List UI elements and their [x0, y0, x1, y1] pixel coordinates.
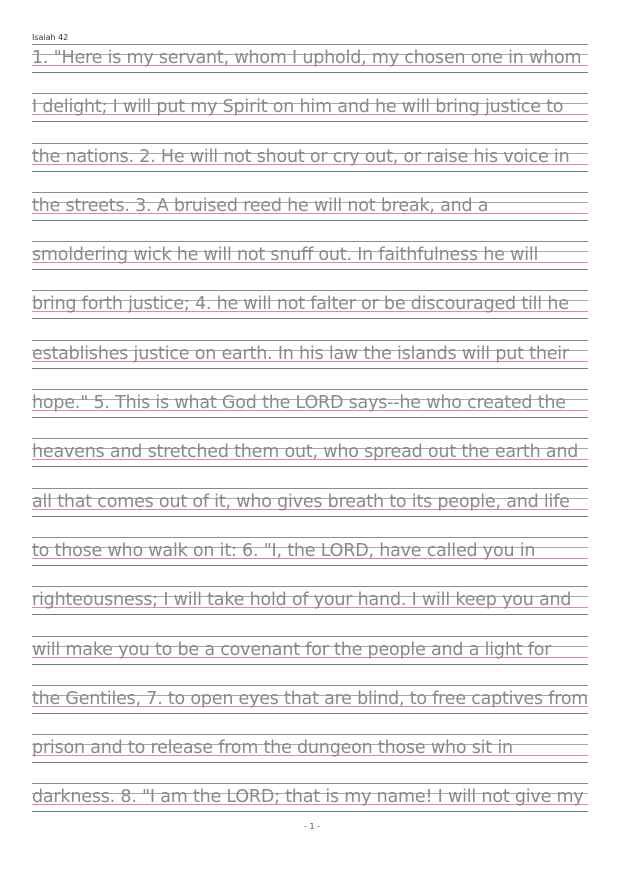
practice-row — [32, 43, 588, 92]
practice-row — [32, 635, 588, 684]
trace-text-line: hope." 5. This is what God the LORD says--he who created the — [32, 393, 566, 414]
practice-row — [32, 487, 588, 536]
practice-row — [32, 289, 588, 338]
trace-text-line: heavens and stretched them out, who spread out the earth and — [32, 442, 579, 463]
practice-row — [32, 339, 588, 388]
trace-text-line: to those who walk on it: 6. "I, the LORD, have called you in — [32, 540, 536, 561]
trace-text-line: righteousness; I will take hold of your hand. I will keep you and — [32, 590, 572, 611]
trace-text-line: the nations. 2. He will not shout or cry out, or raise his voice in — [32, 146, 570, 167]
handwriting-practice-sheet — [32, 43, 588, 832]
trace-text-line: I delight; I will put my Spirit on him and he will bring justice to — [32, 97, 564, 118]
practice-row — [32, 142, 588, 191]
practice-row — [32, 733, 588, 782]
practice-row — [32, 240, 588, 289]
trace-text-line: establishes justice on earth. In his law the islands will put their — [32, 343, 569, 364]
practice-row — [32, 92, 588, 141]
trace-text-line: bring forth justice; 4. he will not falter or be discouraged till he — [32, 294, 569, 315]
practice-row — [32, 388, 588, 437]
practice-row — [32, 585, 588, 634]
practice-row — [32, 437, 588, 486]
trace-text-line: prison and to release from the dungeon those who sit in — [32, 738, 513, 759]
trace-text-line: the streets. 3. A bruised reed he will not break, and a — [32, 195, 489, 216]
trace-text-line: 1. "Here is my servant, whom I uphold, my chosen one in whom — [32, 48, 582, 68]
trace-text-line: darkness. 8. "I am the LORD; that is my name! I will not give my — [32, 787, 584, 808]
trace-text-line: will make you to be a covenant for the people and a light for — [32, 639, 552, 660]
trace-text-line: all that comes out of it, who gives breath to its people, and life — [32, 491, 570, 512]
page-header-title: Isaiah 42 — [32, 33, 69, 42]
page-number: - 1 - — [304, 822, 320, 831]
practice-row — [32, 536, 588, 585]
practice-row — [32, 191, 588, 240]
trace-text-line: the Gentiles, 7. to open eyes that are blind, to free captives from — [32, 688, 589, 709]
practice-row — [32, 684, 588, 733]
trace-text-line: smoldering wick he will not snuff out. In faithfulness he will — [32, 245, 539, 266]
